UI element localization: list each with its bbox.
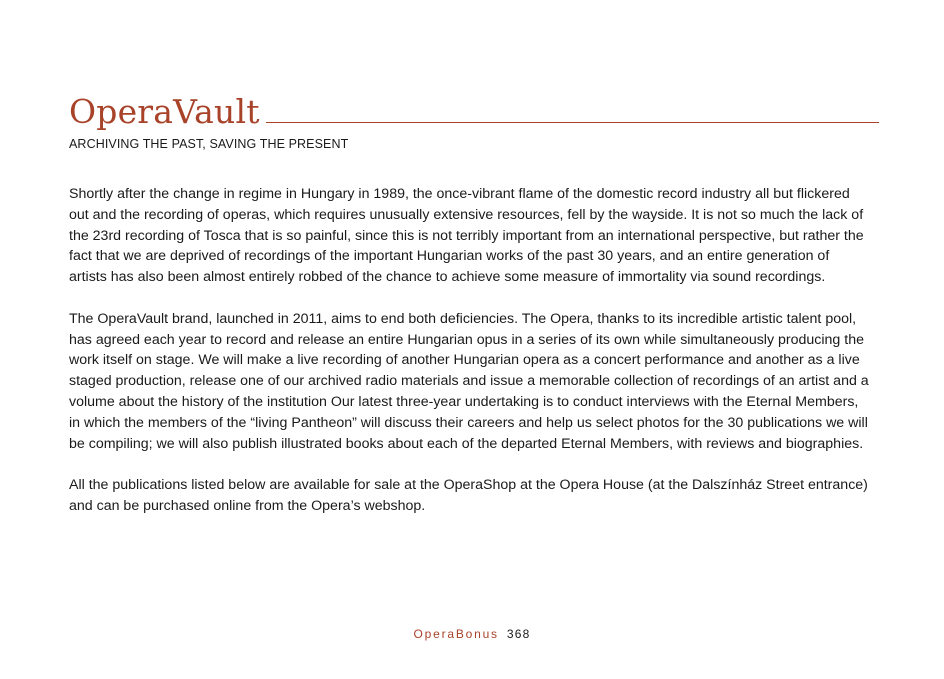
- title-row: [69, 88, 879, 131]
- paragraph-2: The OperaVault brand, launched in 2011, aims to end both deficiencies. The Opera, thanks to its incredible artistic talent pool, has agreed each year to record and release an entire Hungarian opus in a series of its own while simultaneously producing the work itself on stage. We will make a live recording of another Hungarian opera as a concert performance and another as a live staged production, release one of our archived radio materials and issue a memorable collection of recordings of an artist and a volume about the history of the institution Our latest three-year undertaking is to conduct interviews with the Eternal Members, in which the members of the “living Pantheon” will discuss their careers and help us select photos for the 30 publications we will be compiling; we will also publish illustrated books about each of the departed Eternal Members, with reviews and biographies.: [69, 310, 869, 452]
- page-title: OperaVault: [69, 92, 260, 131]
- paragraph-3: All the publications listed below are available for sale at the OperaShop at the Opera House (at the Dalszínház Street entrance) and can be purchased online from the Opera’s webshop.: [69, 477, 868, 514]
- page-subtitle: ARCHIVING THE PAST, SAVING THE PRESENT: [69, 137, 349, 151]
- page-number: 368: [506, 627, 531, 641]
- page-footer: [0, 627, 944, 641]
- body-text: [69, 184, 869, 538]
- footer-brand: OperaBonus: [413, 627, 499, 641]
- paragraph-1: Shortly after the change in regime in Hungary in 1989, the once-vibrant flame of the domestic record industry all but flickered out and the recording of operas, which requires unusually extensive resources, fell by the wayside. It is not so much the lack of the 23rd recording of Tosca that is so painful, since this is not terribly important from an international perspective, but rather the fact that we are deprived of recordings of the important Hungarian works of the past 30 years, and an entire generation of artists has also been almost entirely robbed of the chance to achieve some measure of immortality via sound recordings.: [69, 186, 864, 286]
- title-divider: [266, 122, 879, 123]
